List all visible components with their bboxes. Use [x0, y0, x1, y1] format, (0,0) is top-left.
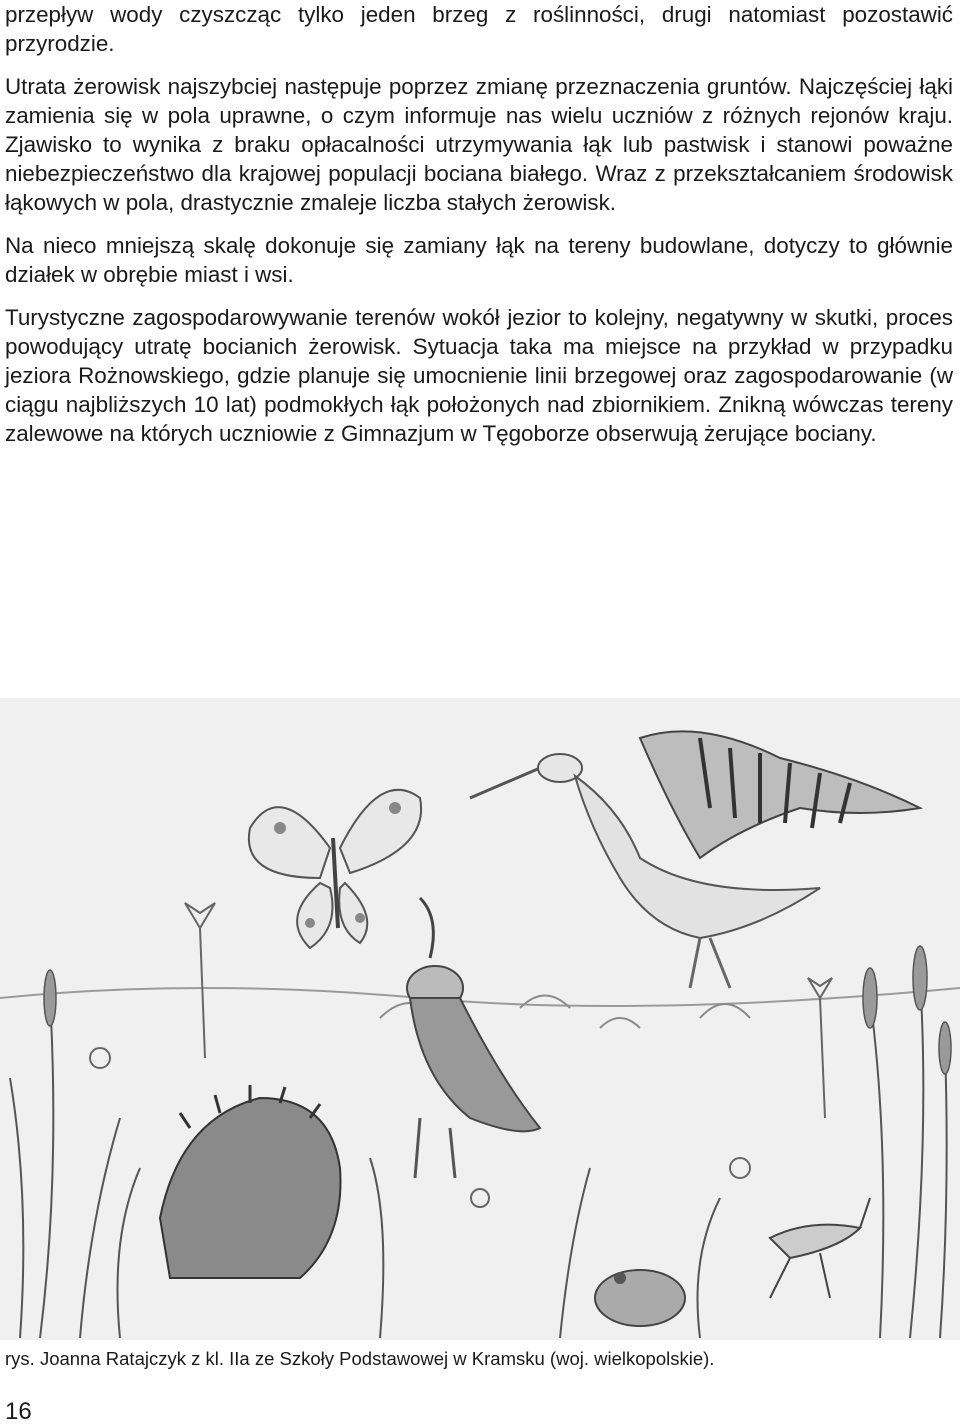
paragraph-2: Utrata żerowisk najszybciej następuje poprzez zmianę przeznaczenia gruntów. Najczęściej łąki zamienia się w pola uprawne, o czym informuje nas wielu uczniów z różnych rejonów kraju. Zjawisko to wynika z braku opłacalności utrzymywania łąk lub pastwisk i stanowi poważne niebezpieczeństwo dla krajowej populacji bociana białego. Wraz z przekształcaniem środowisk łąkowych w pola, drastycznie zmaleje liczba stałych żerowisk. [5, 74, 953, 215]
meadow-drawing-svg [0, 698, 960, 1340]
page-number: 16 [5, 1398, 32, 1425]
illustration-caption: rys. Joanna Ratajczyk z kl. IIa ze Szkoły Podstawowej w Kramsku (woj. wielkopolskie). [5, 1348, 715, 1369]
article-text [5, 0, 953, 462]
paragraph-1: przepływ wody czyszcząc tylko jeden brzeg z roślinności, drugi natomiast pozostawić przyrodzie. [5, 2, 953, 56]
meadow-drawing [0, 698, 960, 1340]
paragraph-3: Na nieco mniejszą skalę dokonuje się zamiany łąk na tereny budowlane, dotyczy to głównie działek w obrębie miast i wsi. [5, 233, 953, 287]
paragraph-4: Turystyczne zagospodarowywanie terenów wokół jezior to kolejny, negatywny w skutki, proces powodujący utratę bocianich żerowisk. Sytuacja taka ma miejsce na przykład w przypadku jeziora Rożnowskiego, gdzie planuje się umocnienie linii brzegowej oraz zagospodarowanie (w ciągu najbliższych 10 lat) podmokłych łąk położonych nad zbiornikiem. Znikną wówczas tereny zalewowe na których uczniowie z Gimnazjum w Tęgoborze obserwują żerujące bociany. [5, 305, 953, 446]
frog-drawing [595, 1270, 685, 1326]
